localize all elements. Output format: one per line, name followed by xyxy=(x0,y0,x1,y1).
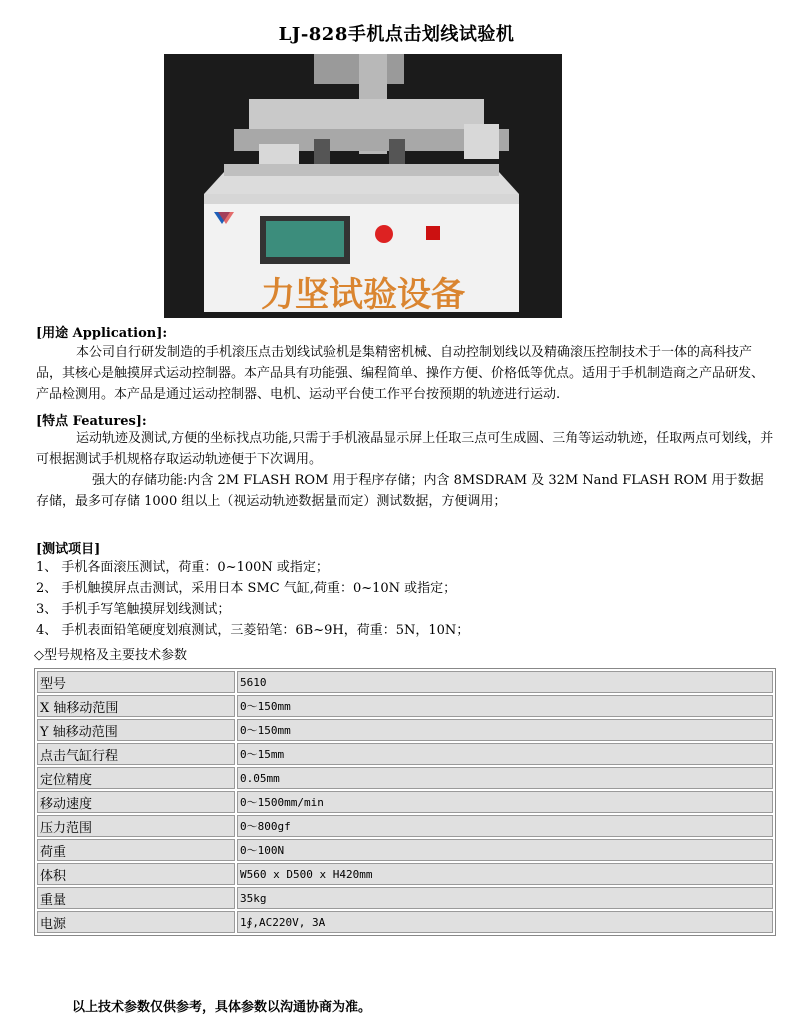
spec-value: 5610 xyxy=(237,671,773,693)
spec-heading: ◇型号规格及主要技术参数 xyxy=(34,648,187,663)
spec-value: 0～150mm xyxy=(237,695,773,717)
spec-key: 重量 xyxy=(37,887,235,909)
spec-value: 0.05mm xyxy=(237,767,773,789)
spec-key: X 轴移动范围 xyxy=(37,695,235,717)
usage-paragraph xyxy=(36,342,776,405)
spec-value: 0～1500mm/min xyxy=(237,791,773,813)
table-row xyxy=(37,695,773,717)
features-p1: 运动轨迹及测试,方便的坐标找点功能,只需于手机液晶显示屏上任取三点可生成圆、三角等运动轨迹，任取两点可划线，并可根据测试手机规格存取运动轨迹便于下次调用。 xyxy=(36,431,774,467)
spec-value: 35kg xyxy=(237,887,773,909)
list-item: 3、 手机手写笔触摸屏划线测试； xyxy=(36,602,231,617)
spec-value: 0～100N xyxy=(237,839,773,861)
spec-key: 压力范围 xyxy=(37,815,235,837)
spec-key: Y 轴移动范围 xyxy=(37,719,235,741)
spec-key: 荷重 xyxy=(37,839,235,861)
list-item: 4、 手机表面铅笔硬度划痕测试，三菱铅笔：6B~9H，荷重：5N，10N； xyxy=(36,623,470,638)
list-item: 2、 手机触摸屏点击测试，采用日本 SMC 气缸,荷重：0~10N 或指定； xyxy=(36,581,457,596)
tests-list xyxy=(36,557,776,641)
table-row xyxy=(37,863,773,885)
spec-key: 电源 xyxy=(37,911,235,933)
usage-heading: [用途 Application]: xyxy=(36,326,168,341)
spec-key: 点击气缸行程 xyxy=(37,743,235,765)
spec-value: W560 x D500 x H420mm xyxy=(237,863,773,885)
features-paragraph xyxy=(36,428,776,512)
table-row xyxy=(37,887,773,909)
spec-value: 1∮,AC220V, 3A xyxy=(237,911,773,933)
spec-value: 0～150mm xyxy=(237,719,773,741)
tests-heading: [测试项目] xyxy=(36,542,101,557)
table-row xyxy=(37,767,773,789)
spec-key: 型号 xyxy=(37,671,235,693)
spec-value: 0～800gf xyxy=(237,815,773,837)
table-row xyxy=(37,743,773,765)
table-row xyxy=(37,719,773,741)
spec-key: 体积 xyxy=(37,863,235,885)
table-row xyxy=(37,815,773,837)
table-row xyxy=(37,839,773,861)
product-photo xyxy=(164,54,562,318)
spec-key: 定位精度 xyxy=(37,767,235,789)
table-row xyxy=(37,791,773,813)
table-row xyxy=(37,911,773,933)
footnote: 以上技术参数仅供参考，具体参数以沟通协商为准。 xyxy=(72,1000,372,1015)
spec-key: 移动速度 xyxy=(37,791,235,813)
spec-table xyxy=(34,668,776,936)
usage-body: 本公司自行研发制造的手机滚压点击划线试验机是集精密机械、自动控制划线以及精确滚压控制技术于一体的高科技产品，其核心是触摸屏式运动控制器。本产品具有功能强、编程简单、操作方便、价格低等优点。适用于手机制造商之产品研发、产品检测用。本产品是通过运动控制器、电机、运动平台使工作平台按预期的轨迹进行运动. xyxy=(36,345,765,402)
table-row xyxy=(37,671,773,693)
page-title: LJ-828手机点击划线试验机 xyxy=(278,24,515,45)
machine-illustration xyxy=(164,54,562,318)
watermark-text: 力坚试验设备 xyxy=(261,275,465,315)
features-p2: 强大的存储功能:内含 2M FLASH ROM 用于程序存储；内含 8MSDRAM 及 32M Nand FLASH ROM 用于数据存储，最多可存储 1000 组以上（视运动轨迹数据量而定）测试数据，方便调用； xyxy=(36,473,764,509)
spec-value: 0～15mm xyxy=(237,743,773,765)
list-item: 1、 手机各面滚压测试，荷重：0~100N 或指定； xyxy=(36,560,329,575)
features-heading: [特点 Features]: xyxy=(36,414,147,429)
